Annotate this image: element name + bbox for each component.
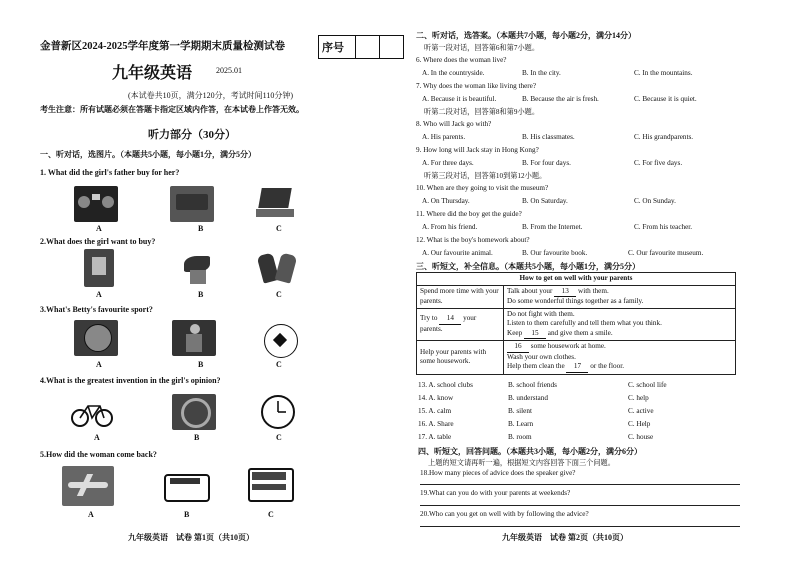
- page-footer: 九年级英语 试卷 第2页（共10页）: [502, 533, 628, 542]
- option-c[interactable]: C. Our favourite museum.: [628, 249, 704, 257]
- option-label: B: [198, 224, 204, 233]
- option-a[interactable]: A. For three days.: [422, 159, 474, 167]
- cell-text: and give them a smile.: [547, 328, 613, 337]
- question-5: 5.How did the woman come back?: [40, 450, 157, 459]
- question-18: 18.How many pieces of advice does the speaker give?: [420, 469, 576, 477]
- part3-heading: 三、听短文，补全信息。（本题共5小题，每小题1分，满分5分）: [416, 262, 640, 271]
- train-icon[interactable]: [160, 468, 210, 504]
- blank-15[interactable]: 15: [524, 329, 546, 340]
- choice-13-c[interactable]: C. school life: [628, 381, 667, 389]
- option-label: A: [96, 290, 102, 299]
- blank-16[interactable]: 16: [507, 342, 529, 353]
- choice-16-b[interactable]: B. Learn: [508, 420, 534, 428]
- question-1: 1. What did the girl's father buy for her?: [40, 168, 180, 177]
- choice-14-c[interactable]: C. help: [628, 394, 649, 402]
- answer-line[interactable]: [420, 505, 740, 506]
- option-label: A: [96, 224, 102, 233]
- bus-icon[interactable]: [244, 466, 294, 504]
- sequence-label: 序号: [322, 42, 344, 54]
- volleyball-player-icon[interactable]: [172, 320, 216, 356]
- option-b[interactable]: B. On Saturday.: [522, 197, 568, 205]
- cell-text: Listen to them carefully and tell them what you think.: [507, 319, 662, 327]
- answer-line[interactable]: [420, 526, 740, 527]
- question-11: 11. Where did the boy get the guide?: [416, 210, 522, 218]
- section-title: 听力部分（30分）: [148, 129, 236, 141]
- cell-text: some housework at home.: [530, 342, 606, 350]
- part2-heading: 二、听对话，选答案。（本题共7小题，每小题2分，满分14分）: [416, 31, 636, 40]
- cell-text: Try to: [420, 314, 438, 323]
- option-label: C: [276, 290, 282, 299]
- sub-instruction: 听第三段对话，回答第10到第12小题。: [424, 172, 547, 180]
- table-row: [417, 308, 736, 341]
- sub-instruction: 听第二段对话，回答第8和第9小题。: [424, 108, 540, 116]
- cell-text: your parents.: [420, 314, 477, 333]
- table-row: [417, 285, 736, 308]
- book-icon[interactable]: [84, 249, 114, 287]
- bicycle-icon[interactable]: [70, 394, 114, 430]
- plane-icon[interactable]: [62, 466, 114, 506]
- option-b[interactable]: B. For four days.: [522, 159, 571, 167]
- cell-text: Do not fight with them.: [507, 309, 575, 318]
- choice-15-c[interactable]: C. active: [628, 407, 654, 415]
- radio-icon[interactable]: [74, 186, 118, 222]
- question-9: 9. How long will Jack stay in Hong Kong?: [416, 146, 539, 154]
- option-label: B: [198, 360, 204, 369]
- football-icon[interactable]: [258, 322, 302, 358]
- option-a[interactable]: A. From his friend.: [422, 223, 478, 231]
- choice-13-b[interactable]: B. school friends: [508, 381, 557, 389]
- choice-14-b[interactable]: B. understand: [508, 394, 548, 402]
- part4-heading: 四、听短文，回答问题。（本题共3小题，每小题2分，满分6分）: [418, 447, 642, 456]
- right-page: [400, 0, 794, 561]
- table-cell: [504, 285, 736, 308]
- question-6: 6. Where does the woman live?: [416, 56, 507, 64]
- option-label: C: [276, 360, 282, 369]
- option-label: C: [276, 433, 282, 442]
- table-cell: [504, 308, 736, 341]
- option-label: A: [88, 510, 94, 519]
- info-table: [416, 272, 736, 375]
- answer-line[interactable]: [420, 484, 740, 485]
- table-cell: [417, 308, 504, 341]
- option-b[interactable]: B. In the city.: [522, 69, 561, 77]
- option-a[interactable]: A. Because it is beautiful.: [422, 95, 497, 103]
- option-b[interactable]: B. His classmates.: [522, 133, 575, 141]
- sequence-number-box: [318, 35, 404, 59]
- sub-instruction: 听第一段对话，回答第6和第7小题。: [424, 44, 540, 52]
- option-c[interactable]: C. From his teacher.: [634, 223, 693, 231]
- option-label: A: [94, 433, 100, 442]
- blank-14[interactable]: 14: [439, 314, 461, 325]
- laptop-icon[interactable]: [254, 186, 298, 222]
- question-8: 8. Who will Jack go with?: [416, 120, 492, 128]
- cell-text: Do some wonderful things together as a family.: [507, 297, 644, 305]
- cell-text: or the floor.: [590, 362, 625, 370]
- cell-text: Talk about your: [507, 286, 553, 295]
- option-a[interactable]: A. On Thursday.: [422, 197, 470, 205]
- table-row: [417, 341, 736, 375]
- question-20: 20.Who can you get on well with by following the advice?: [420, 510, 589, 518]
- option-label: B: [184, 510, 190, 519]
- option-label: B: [198, 290, 204, 299]
- table-cell: Help your parents with some housework.: [417, 341, 504, 375]
- question-10: 10. When are they going to visit the museum?: [416, 184, 549, 192]
- cell-text: with them.: [578, 286, 609, 295]
- steering-wheel-icon[interactable]: [172, 394, 216, 430]
- choice-16-a[interactable]: 16. A. Share: [418, 420, 454, 428]
- clock-icon[interactable]: [256, 394, 300, 430]
- question-19: 19.What can you do with your parents at weekends?: [420, 489, 571, 497]
- choice-15-b[interactable]: B. silent: [508, 407, 532, 415]
- choice-15-a[interactable]: 15. A. calm: [418, 407, 452, 415]
- basketball-icon[interactable]: [74, 320, 118, 356]
- subject-title: 九年级英语: [112, 65, 193, 82]
- option-a[interactable]: A. Our favourite animal.: [422, 249, 493, 257]
- blank-17[interactable]: 17: [566, 362, 588, 373]
- option-b[interactable]: B. Because the air is fresh.: [522, 95, 599, 103]
- choice-16-c[interactable]: C. Help: [628, 420, 651, 428]
- option-c[interactable]: C. For five days.: [634, 159, 683, 167]
- choice-13-a[interactable]: 13. A. school clubs: [418, 381, 473, 389]
- option-c[interactable]: C. Because it is quiet.: [634, 95, 697, 103]
- blank-13[interactable]: 13: [554, 287, 576, 298]
- question-12: 12. What is the boy's homework about?: [416, 236, 530, 244]
- gloves-icon[interactable]: [256, 250, 300, 286]
- option-label: B: [194, 433, 200, 442]
- option-c[interactable]: C. In the mountains.: [634, 69, 693, 77]
- question-4: 4.What is the greatest invention in the girl's opinion?: [40, 376, 221, 385]
- table-cell: Spend more time with your parents.: [417, 285, 504, 308]
- cell-text: Help them clean the: [507, 362, 565, 370]
- option-c[interactable]: C. His grandparents.: [634, 133, 694, 141]
- option-label: C: [268, 510, 274, 519]
- option-b[interactable]: B. From the Internet.: [522, 223, 583, 231]
- question-2: 2.What does the girl want to buy?: [40, 237, 156, 246]
- table-cell: [504, 341, 736, 375]
- exam-note: (本试卷共10页，满分120分，考试时间110分钟): [128, 91, 294, 100]
- choice-17-b[interactable]: B. room: [508, 433, 532, 441]
- choice-17-a[interactable]: 17. A. table: [418, 433, 452, 441]
- choice-14-a[interactable]: 14. A. know: [418, 394, 454, 402]
- choice-17-c[interactable]: C. house: [628, 433, 654, 441]
- part1-heading: 一、听对话，选图片。（本题共5小题，每小题1分，满分5分）: [40, 150, 256, 159]
- flower-pot-icon[interactable]: [176, 252, 220, 288]
- option-a[interactable]: A. In the countryside.: [422, 69, 485, 77]
- question-3: 3.What's Betty's favourite sport?: [40, 305, 153, 314]
- cell-text: Wash your own clothes.: [507, 352, 576, 361]
- exam-date: 2025.01: [216, 66, 242, 75]
- exam-warning: 考生注意：所有试题必须在答题卡指定区域内作答，在本试卷上作答无效。: [40, 105, 304, 114]
- table-title: How to get on well with your parents: [417, 273, 736, 286]
- exam-title: 金普新区2024-2025学年度第一学期期末质量检测试卷: [40, 41, 285, 52]
- part4-note: 上题的短文请再听一遍，根据短文内容回答下面三个问题。: [428, 459, 615, 467]
- option-a[interactable]: A. His parents.: [422, 133, 466, 141]
- option-b[interactable]: B. Our favourite book.: [522, 249, 588, 257]
- option-c[interactable]: C. On Sunday.: [634, 197, 676, 205]
- option-label: A: [96, 360, 102, 369]
- car-engine-icon[interactable]: [170, 186, 214, 222]
- option-label: C: [276, 224, 282, 233]
- page-footer: 九年级英语 试卷 第1页（共10页）: [128, 533, 254, 542]
- cell-text: Keep: [507, 328, 523, 337]
- question-7: 7. Why does the woman like living there?: [416, 82, 537, 90]
